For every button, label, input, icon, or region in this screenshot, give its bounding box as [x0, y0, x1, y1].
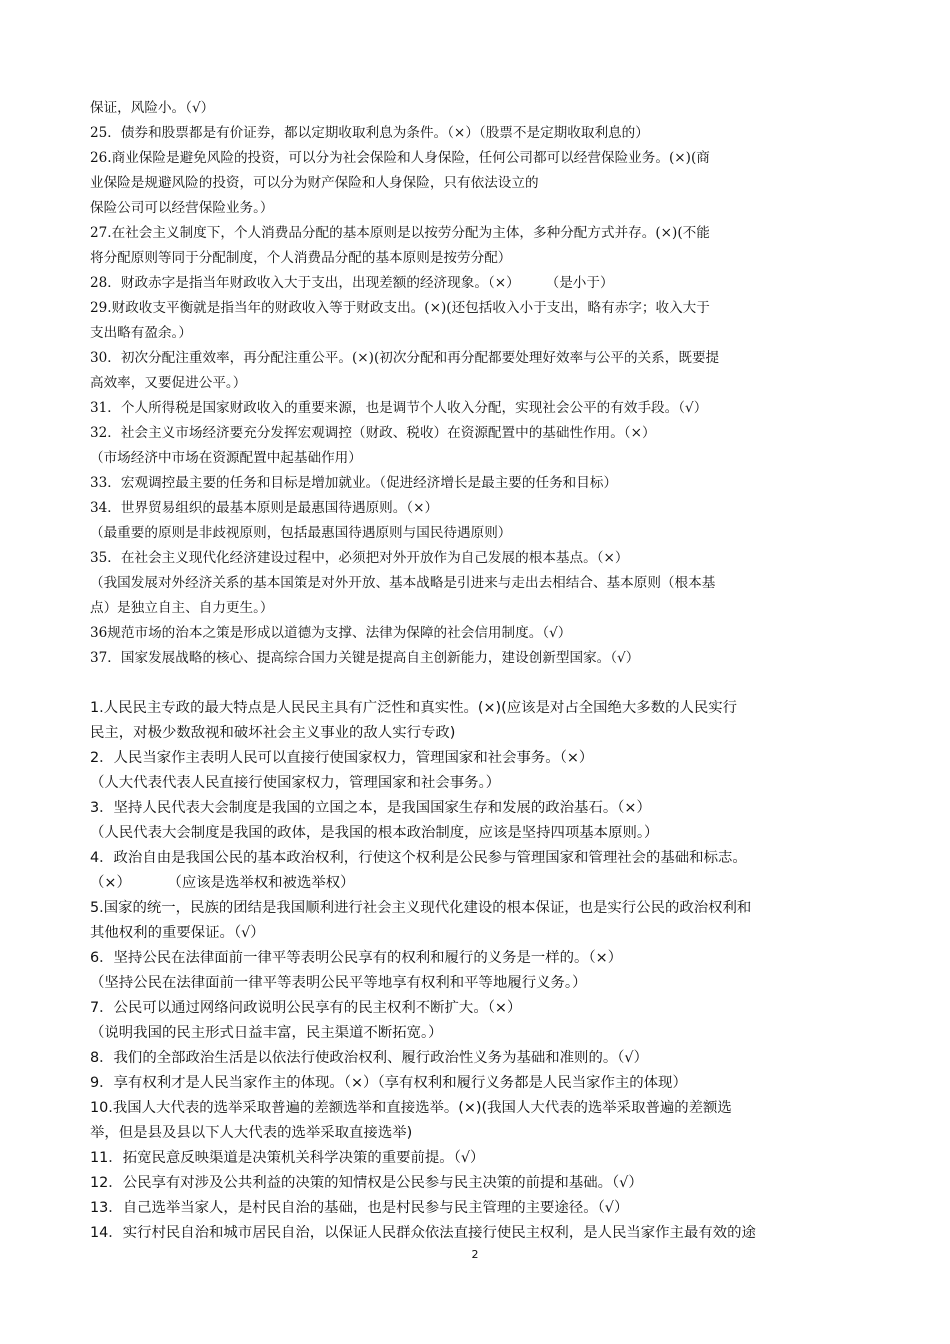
politics-judgment-section [90, 696, 862, 1246]
text-line: 保证，风险小。（√） [90, 100, 215, 116]
text-line: 民主，对极少数敌视和破坏社会主义事业的敌人实行专政) [90, 725, 456, 741]
text-line: 5.国家的统一，民族的团结是我国顺利进行社会主义现代化建设的根本保证，也是实行公民的政治权利和 [90, 900, 752, 916]
text-line: （市场经济中市场在资源配置中起基础作用） [90, 450, 362, 466]
text-line: 9．享有权利才是人民当家作主的体现。（×）（享有权利和履行义务都是人民当家作主的体现） [90, 1075, 687, 1091]
text-line: （人大代表代表人民直接行使国家权力，管理国家和社会事务。） [90, 775, 501, 791]
text-line: 36规范市场的治本之策是形成以道德为支撑、法律为保障的社会信用制度。（√） [90, 625, 572, 641]
text-line: （×） （应该是选举权和被选举权） [90, 875, 355, 891]
text-line: 31．个人所得税是国家财政收入的重要来源，也是调节个人收入分配，实现社会公平的有效手段。（√） [90, 400, 708, 416]
text-line: 将分配原则等同于分配制度，个人消费品分配的基本原则是按劳分配） [90, 250, 512, 266]
text-line: 32．社会主义市场经济要充分发挥宏观调控（财政、税收）在资源配置中的基础性作用。（×） [90, 425, 656, 441]
text-line: 业保险是规避风险的投资，可以分为财产保险和人身保险，只有依法设立的 [90, 175, 539, 191]
text-line: （我国发展对外经济关系的基本国策是对外开放、基本战略是引进来与走出去相结合、基本原则（根本基 [90, 575, 716, 591]
text-line: 点）是独立自主、自力更生。） [90, 600, 274, 616]
text-line: 11．拓宽民意反映渠道是决策机关科学决策的重要前提。（√） [90, 1150, 485, 1166]
text-line: 1.人民民主专政的最大特点是人民民主具有广泛性和真实性。(×)(应该是对占全国绝大多数的人民实行 [90, 700, 738, 716]
text-line: 14．实行村民自治和城市居民自治，以保证人民群众依法直接行使民主权利，是人民当家作主最有效的途 [90, 1225, 756, 1241]
text-line: 28．财政赤字是指当年财政收入大于支出，出现差额的经济现象。（×） （是小于） [90, 275, 614, 291]
text-line: 37．国家发展战略的核心、提高综合国力关键是提高自主创新能力，建设创新型国家。（√） [90, 650, 640, 666]
page-number: 2 [471, 1248, 479, 1261]
text-line: 30．初次分配注重效率，再分配注重公平。(×)(初次分配和再分配都要处理好效率与公平的关系，既要提 [90, 350, 720, 366]
text-line: （说明我国的民主形式日益丰富，民主渠道不断拓宽。） [90, 1025, 443, 1041]
economics-judgment-section [90, 96, 862, 671]
text-line: 33．宏观调控最主要的任务和目标是增加就业。（促进经济增长是最主要的任务和目标） [90, 475, 618, 491]
text-line: 35．在社会主义现代化经济建设过程中，必须把对外开放作为自己发展的根本基点。（×） [90, 550, 629, 566]
text-line: 29.财政收支平衡就是指当年的财政收入等于财政支出。(×)(还包括收入小于支出，略有赤字；收入大于 [90, 300, 710, 316]
text-line: 13．自己选举当家人，是村民自治的基础，也是村民参与民主管理的主要途径。（√） [90, 1200, 629, 1216]
text-line: 支出略有盈余。） [90, 325, 192, 341]
text-line: 12．公民享有对涉及公共利益的决策的知情权是公民参与民主决策的前提和基础。（√） [90, 1175, 643, 1191]
text-line: （人民代表大会制度是我国的政体，是我国的根本政治制度，应该是坚持四项基本原则。） [90, 825, 659, 841]
text-line: 保险公司可以经营保险业务。） [90, 200, 274, 216]
text-line: 26.商业保险是避免风险的投资，可以分为社会保险和人身保险，任何公司都可以经营保险业务。(×)(商 [90, 150, 710, 166]
text-line: 4．政治自由是我国公民的基本政治权利，行使这个权利是公民参与管理国家和管理社会的基础和标志。 [90, 850, 747, 866]
text-line: （坚持公民在法律面前一律平等表明公民平等地享有权利和平等地履行义务。） [90, 975, 587, 991]
text-line: 举，但是县及县以下人大代表的选举采取直接选举) [90, 1125, 413, 1141]
text-line: 27.在社会主义制度下，个人消费品分配的基本原则是以按劳分配为主体，多种分配方式并存。(×)(不能 [90, 225, 710, 241]
text-line: 34．世界贸易组织的最基本原则是最惠国待遇原则。（×） [90, 500, 439, 516]
text-line: 3．坚持人民代表大会制度是我国的立国之本，是我国国家生存和发展的政治基石。（×） [90, 800, 651, 816]
text-line: （最重要的原则是非歧视原则，包括最惠国待遇原则与国民待遇原则） [90, 525, 512, 541]
text-line: 6．坚持公民在法律面前一律平等表明公民享有的权利和履行的义务是一样的。（×） [90, 950, 623, 966]
text-line: 25．债券和股票都是有价证券，都以定期收取利息为条件。（×）（股票不是定期收取利息的） [90, 125, 649, 141]
text-line: 7．公民可以通过网络问政说明公民享有的民主权利不断扩大。（×） [90, 1000, 522, 1016]
text-line: 10.我国人大代表的选举采取普遍的差额选举和直接选举。(×)(我国人大代表的选举采取普遍的差额选 [90, 1100, 732, 1116]
text-line: 2．人民当家作主表明人民可以直接行使国家权力，管理国家和社会事务。（×） [90, 750, 594, 766]
text-line: 高效率，又要促进公平。） [90, 375, 247, 391]
text-line: 8．我们的全部政治生活是以依法行使政治权利、履行政治性义务为基础和准则的。（√） [90, 1050, 648, 1066]
text-line: 其他权利的重要保证。（√） [90, 925, 265, 941]
